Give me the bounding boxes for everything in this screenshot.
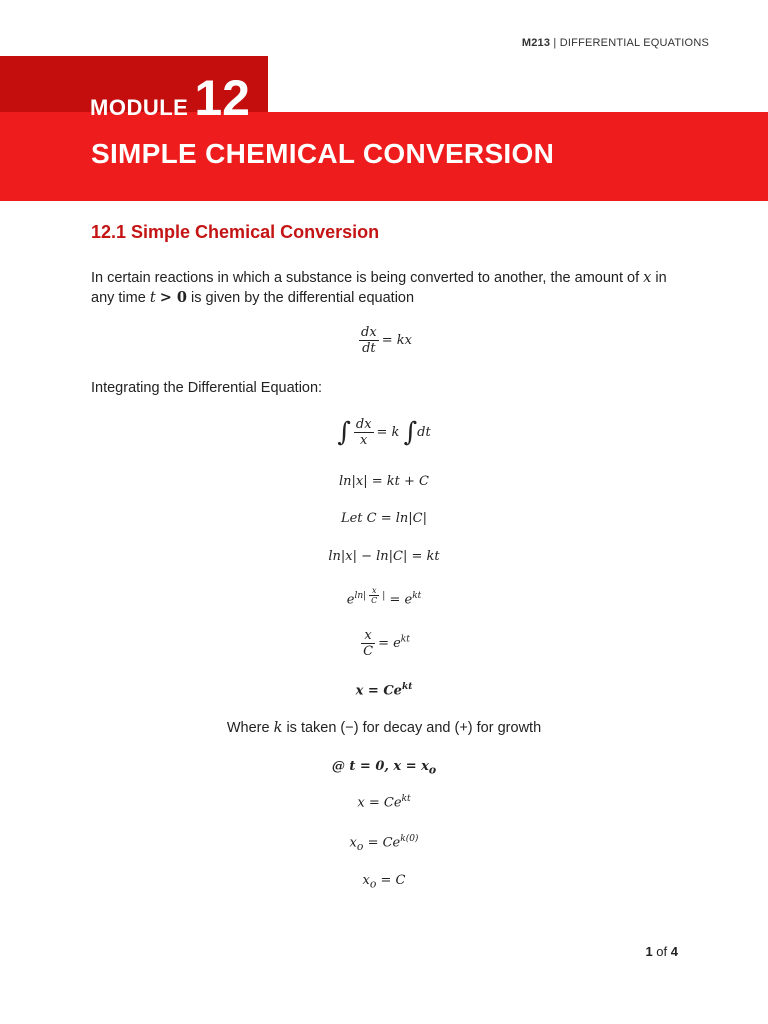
intro-text-1: In certain reactions in which a substance is being converted to another, the amount of [91, 270, 640, 286]
int-rhs: dt [417, 425, 431, 440]
substituted-eq [0, 834, 768, 853]
initial-condition [0, 759, 768, 777]
var-x: x [643, 270, 652, 286]
module-number: 12 [194, 70, 250, 126]
de-denominator: dt [362, 341, 376, 356]
initial-cond: @ t = 0, x = x [331, 759, 429, 774]
eq3-lhs: x [362, 873, 370, 888]
module-label: MODULE [90, 95, 189, 120]
int-denominator: x [360, 433, 368, 448]
eq3-sub: o [369, 877, 377, 891]
intro-paragraph [91, 268, 691, 308]
integrating-label: Integrating the Differential Equation: [91, 380, 323, 396]
eq2-lhs: x [349, 835, 357, 851]
let-equation: Let C = ln|C| [340, 511, 428, 526]
ln-equation: ln|x| = kt + C [339, 474, 429, 489]
ratio-rhs: = e [378, 636, 401, 651]
solution-equation [0, 682, 768, 698]
integral-equation: ∫ $\frac{dx}{x}$ = k ∫dt [337, 417, 431, 448]
exp-rhs: = e [389, 592, 413, 608]
solution-base: x = Ce [355, 683, 402, 699]
exp-sup-num: x [369, 586, 379, 596]
general-solution-eq [0, 794, 768, 810]
module-label-group [90, 69, 250, 127]
int-numerator: dx [355, 417, 372, 432]
page-indicator [645, 944, 678, 959]
note-var: k [273, 720, 283, 736]
exp-sup-den: C [371, 596, 378, 605]
int-mid: = k [376, 425, 400, 440]
eq1-sup: kt [401, 794, 411, 804]
eq2-sub: o [356, 839, 364, 853]
header-separator: | [553, 37, 557, 49]
de-rhs: = kx [381, 333, 412, 348]
ratio-equation [0, 628, 768, 659]
course-name: DIFFERENTIAL EQUATIONS [559, 37, 709, 49]
growth-decay-note [0, 720, 768, 736]
section-title: 12.1 Simple Chemical Conversion [91, 222, 380, 242]
ratio-rhs-sup: kt [400, 634, 410, 645]
course-code: M213 [521, 37, 551, 49]
intro-text-2: in any time [91, 270, 667, 306]
course-header [522, 37, 709, 49]
exp-sup-pre: ln| [354, 591, 367, 601]
exp-base: e [346, 592, 355, 608]
eq2-sup: k(0) [400, 834, 419, 844]
initial-cond-sub: o [428, 763, 437, 777]
note-mid: is taken (−) for decay and [286, 720, 451, 736]
note-post: for growth [476, 720, 542, 736]
ratio-denominator: C [363, 644, 374, 659]
note-plus: (+) [454, 720, 473, 736]
solution-sup: kt [401, 682, 413, 692]
note-pre: Where [226, 720, 270, 736]
page-total: 4 [670, 944, 678, 959]
eq2-base: = Ce [367, 835, 401, 851]
exp-sup-post: | [382, 591, 386, 601]
difference-equation: ln|x| − ln|C| = kt [328, 549, 440, 564]
exponential-equation [0, 586, 768, 607]
ratio-numerator: x [361, 628, 375, 644]
eq3-rhs: = C [380, 873, 406, 888]
intro-text-3: is given by the differential equation [191, 290, 415, 306]
exp-rhs-sup: kt [412, 591, 422, 601]
module-title: SIMPLE CHEMICAL CONVERSION [91, 138, 555, 169]
page-current: 1 [645, 944, 653, 959]
var-t: t [149, 290, 156, 306]
differential-equation [0, 325, 768, 356]
de-numerator: dx [361, 325, 377, 340]
constant-eq [0, 873, 768, 891]
eq1-base: x = Ce [357, 795, 402, 811]
cond-t: > 0 [159, 289, 187, 306]
page-of: of [656, 944, 668, 959]
